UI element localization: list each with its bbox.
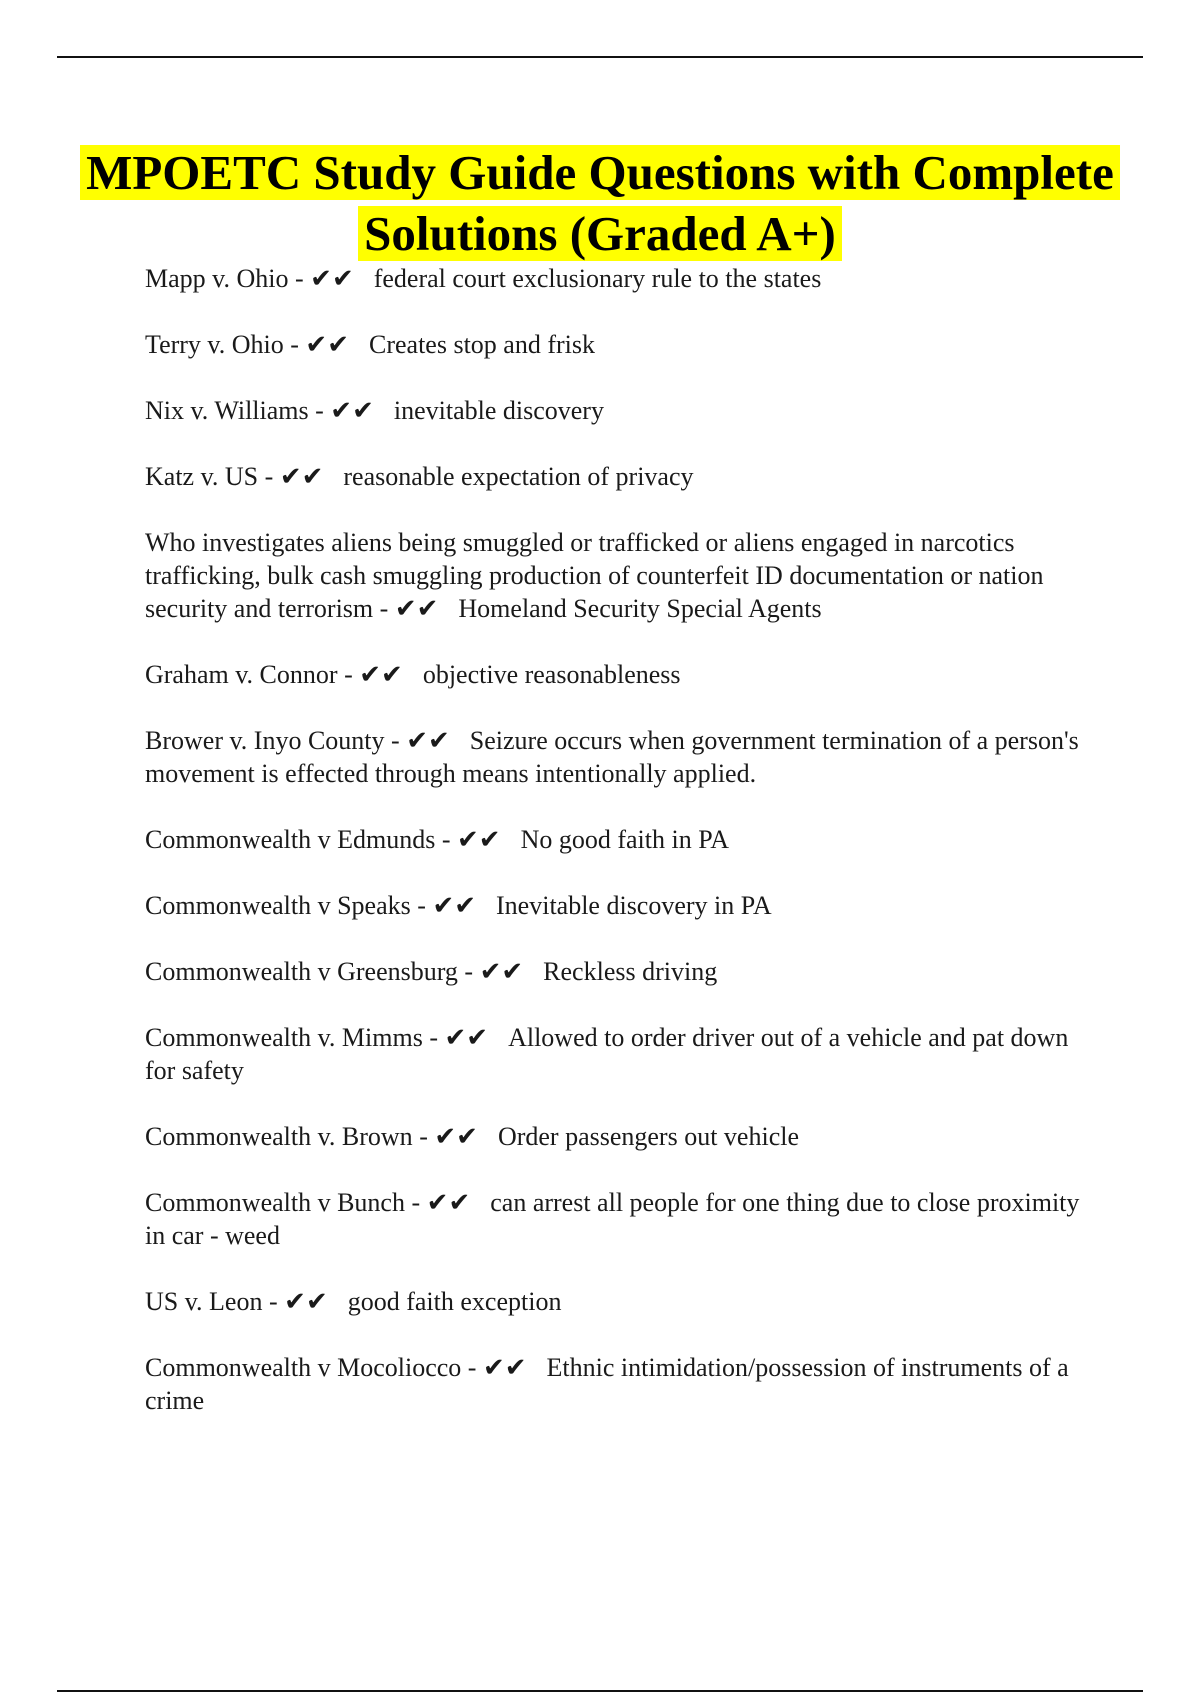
- checkmark-icon: ✔✔: [310, 264, 354, 293]
- list-item: [145, 394, 1085, 427]
- top-rule: [57, 56, 1143, 58]
- list-item: [145, 823, 1085, 856]
- answer: good faith exception: [347, 1287, 562, 1316]
- term: Terry v. Ohio: [145, 330, 284, 359]
- term: Commonwealth v Edmunds: [145, 825, 436, 854]
- answer: Homeland Security Special Agents: [458, 594, 822, 623]
- list-item: [145, 889, 1085, 922]
- title-highlight: MPOETC Study Guide Questions with Complete Solutions (Graded A+): [80, 145, 1120, 261]
- answer: Creates stop and frisk: [368, 330, 595, 359]
- list-item: [145, 1021, 1085, 1087]
- term: US v. Leon: [145, 1287, 263, 1316]
- separator: -: [384, 726, 407, 755]
- answer: federal court exclusionary rule to the states: [373, 264, 822, 293]
- checkmark-icon: ✔✔: [444, 1023, 489, 1052]
- term: Commonwealth v Mocoliocco: [145, 1353, 462, 1382]
- answer: Inevitable discovery in PA: [496, 891, 772, 920]
- page-title: [0, 142, 1200, 264]
- answer: No good faith in PA: [520, 825, 730, 854]
- separator: -: [461, 1353, 483, 1382]
- term: Commonwealth v Bunch: [145, 1188, 405, 1217]
- checkmark-icon: ✔✔: [330, 396, 374, 425]
- checkmark-icon: ✔✔: [434, 1122, 478, 1151]
- term: Commonwealth v. Mimms: [145, 1023, 423, 1052]
- term: Katz v. US: [145, 462, 259, 491]
- separator: -: [422, 1023, 445, 1052]
- term: Graham v. Connor: [145, 660, 338, 689]
- checkmark-icon: ✔✔: [406, 726, 450, 755]
- checkmark-icon: ✔✔: [394, 594, 439, 623]
- separator: -: [283, 330, 306, 359]
- answer: Allowed to order driver out of a vehicle and pat down for safety: [145, 1023, 1069, 1085]
- checkmark-icon: ✔✔: [432, 891, 477, 920]
- term: Commonwealth v. Brown: [145, 1122, 413, 1151]
- list-item: [145, 658, 1085, 691]
- list-item: [145, 1285, 1085, 1318]
- separator: -: [412, 1122, 435, 1151]
- list-item: [145, 724, 1085, 790]
- list-item: [145, 526, 1085, 625]
- list-item: [145, 1120, 1085, 1153]
- list-item: [145, 1351, 1085, 1417]
- checkmark-icon: ✔✔: [305, 330, 349, 359]
- list-item: [145, 1186, 1085, 1252]
- list-item: [145, 328, 1085, 361]
- checkmark-icon: ✔✔: [359, 660, 403, 689]
- separator: -: [337, 660, 360, 689]
- separator: -: [404, 1188, 427, 1217]
- answer: can arrest all people for one thing due to close proximity in car - weed: [145, 1188, 1080, 1250]
- separator: -: [457, 957, 480, 986]
- answer: objective reasonableness: [422, 660, 681, 689]
- separator: -: [435, 825, 457, 854]
- term: Nix v. Williams: [145, 396, 309, 425]
- answer: inevitable discovery: [393, 396, 604, 425]
- checkmark-icon: ✔✔: [479, 957, 524, 986]
- separator: -: [410, 891, 433, 920]
- term: Who investigates aliens being smuggled or trafficked or aliens engaged in narcotics trafficking, bulk cash smuggling production of counterfeit ID documentation or nation security and terrorism: [145, 528, 1044, 623]
- checkmark-icon: ✔✔: [279, 462, 324, 491]
- checkmark-icon: ✔✔: [457, 825, 501, 854]
- checkmark-icon: ✔✔: [482, 1353, 527, 1382]
- answer: Ethnic intimidation/possession of instruments of a crime: [145, 1353, 1069, 1415]
- separator: -: [373, 594, 395, 623]
- separator: -: [262, 1287, 285, 1316]
- term: Brower v. Inyo County: [145, 726, 385, 755]
- term: Mapp v. Ohio: [145, 264, 289, 293]
- answer: Reckless driving: [543, 957, 718, 986]
- separator: -: [288, 264, 311, 293]
- separator: -: [258, 462, 280, 491]
- answer: reasonable expectation of privacy: [343, 462, 694, 491]
- list-item: [145, 955, 1085, 988]
- term: Commonwealth v Speaks: [145, 891, 411, 920]
- answer: Seizure occurs when government termination of a person's movement is effected through means intentionally applied.: [145, 726, 1079, 788]
- term: Commonwealth v Greensburg: [145, 957, 458, 986]
- separator: -: [308, 396, 331, 425]
- answer: Order passengers out vehicle: [497, 1122, 799, 1151]
- checkmark-icon: ✔✔: [284, 1287, 328, 1316]
- bottom-rule: [57, 1690, 1143, 1692]
- qa-list: [145, 262, 1085, 1450]
- checkmark-icon: ✔✔: [426, 1188, 471, 1217]
- list-item: [145, 460, 1085, 493]
- list-item: [145, 262, 1085, 295]
